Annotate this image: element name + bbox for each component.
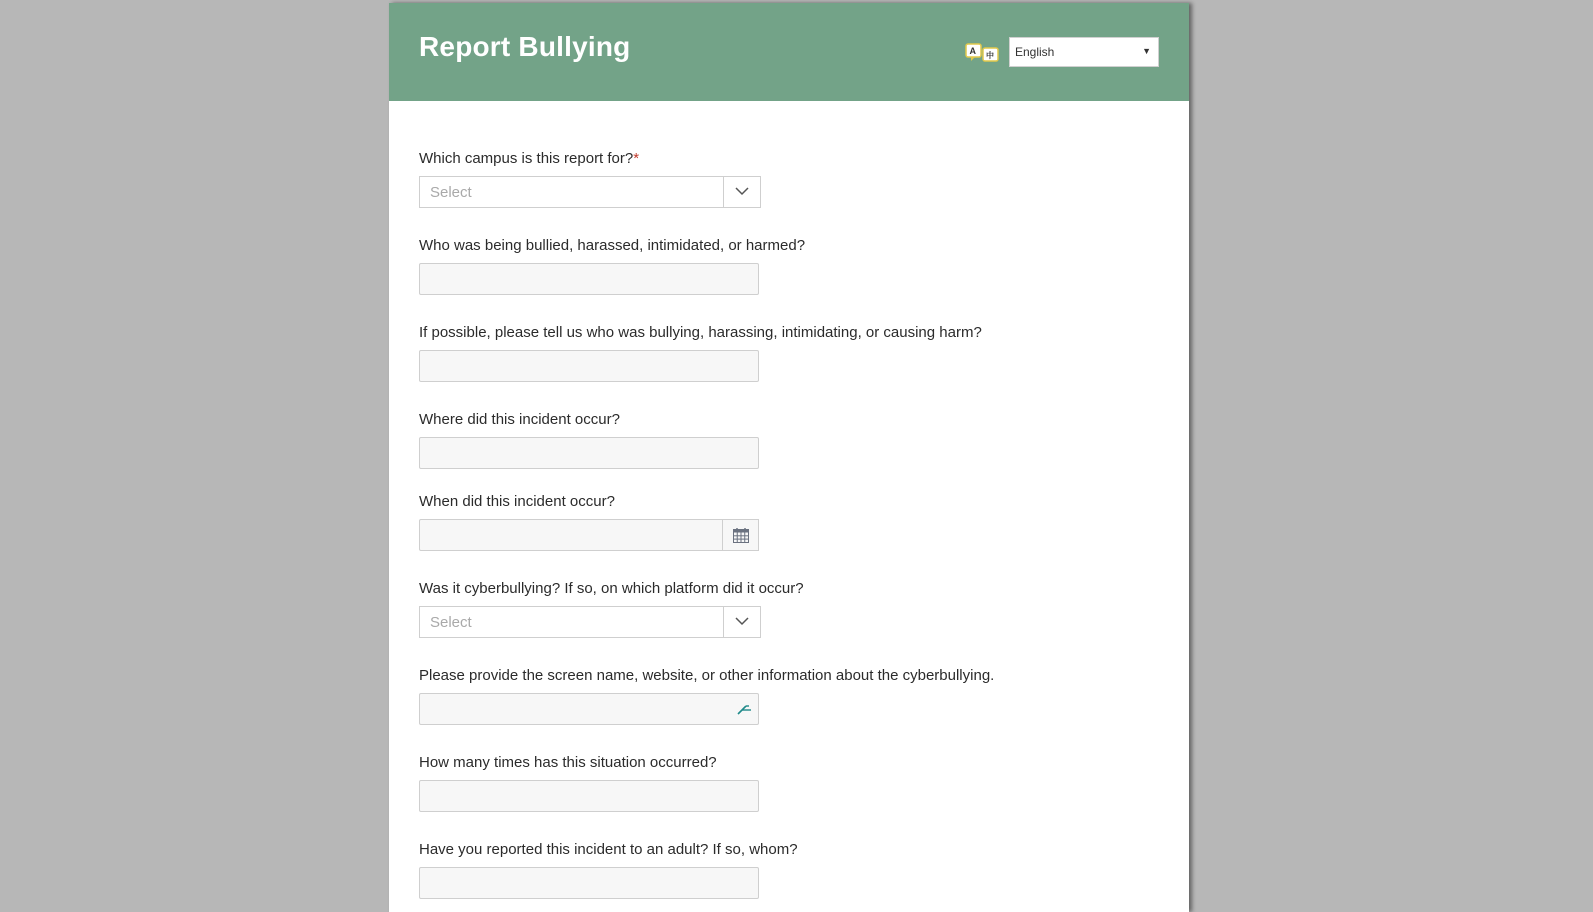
perpetrator-input[interactable] <box>419 350 759 382</box>
language-select-value: English <box>1015 45 1055 59</box>
cyber-platform-field <box>419 580 804 631</box>
occurrences-field <box>419 754 717 772</box>
date-picker <box>419 519 759 551</box>
cyber-platform-label: Was it cyberbullying? If so, on which platform did it occur? <box>419 580 804 597</box>
campus-select-placeholder: Select <box>430 184 472 201</box>
report-form-card <box>389 3 1189 912</box>
translate-icon <box>965 43 999 63</box>
chevron-down-icon <box>735 187 749 196</box>
required-marker: * <box>633 150 640 167</box>
svg-text:中: 中 <box>986 51 994 60</box>
calendar-button[interactable] <box>722 519 759 551</box>
cyber-platform-select-placeholder: Select <box>430 614 472 631</box>
calendar-icon <box>733 528 749 543</box>
campus-label: Which campus is this report for?* <box>419 150 640 167</box>
victim-label: Who was being bullied, harassed, intimidated, or harmed? <box>419 237 806 254</box>
perpetrator-field <box>419 324 982 342</box>
victim-input[interactable] <box>419 263 759 295</box>
location-field <box>419 411 620 429</box>
campus-select[interactable] <box>419 176 761 208</box>
campus-field <box>419 150 640 201</box>
chevron-down-icon <box>735 617 749 626</box>
reported-adult-field <box>419 841 798 859</box>
page-title: Report Bullying <box>419 31 631 62</box>
cyber-info-field <box>419 667 994 685</box>
perpetrator-label: If possible, please tell us who was bullying, harassing, intimidating, or causing harm? <box>419 324 982 341</box>
date-field <box>419 493 615 511</box>
victim-field <box>419 237 805 255</box>
location-label: Where did this incident occur? <box>419 411 620 428</box>
cyber-info-label: Please provide the screen name, website, or other information about the cyberbullying. <box>419 667 995 684</box>
svg-text:A: A <box>969 46 976 56</box>
location-input[interactable] <box>419 437 759 469</box>
date-label: When did this incident occur? <box>419 493 615 510</box>
occurrences-label: How many times has this situation occurred? <box>419 754 717 771</box>
reported-adult-label: Have you reported this incident to an adult? If so, whom? <box>419 841 798 858</box>
cyber-platform-select-toggle[interactable] <box>723 607 760 637</box>
resize-handle-icon[interactable] <box>737 703 753 715</box>
date-input[interactable] <box>419 519 723 551</box>
language-select[interactable] <box>1009 37 1159 67</box>
cyber-platform-select[interactable] <box>419 606 761 638</box>
campus-select-toggle[interactable] <box>723 177 760 207</box>
dropdown-arrow-icon: ▼ <box>1142 46 1151 56</box>
cyber-info-input[interactable] <box>419 693 759 725</box>
form-header <box>389 3 1189 101</box>
occurrences-input[interactable] <box>419 780 759 812</box>
reported-adult-input[interactable] <box>419 867 759 899</box>
